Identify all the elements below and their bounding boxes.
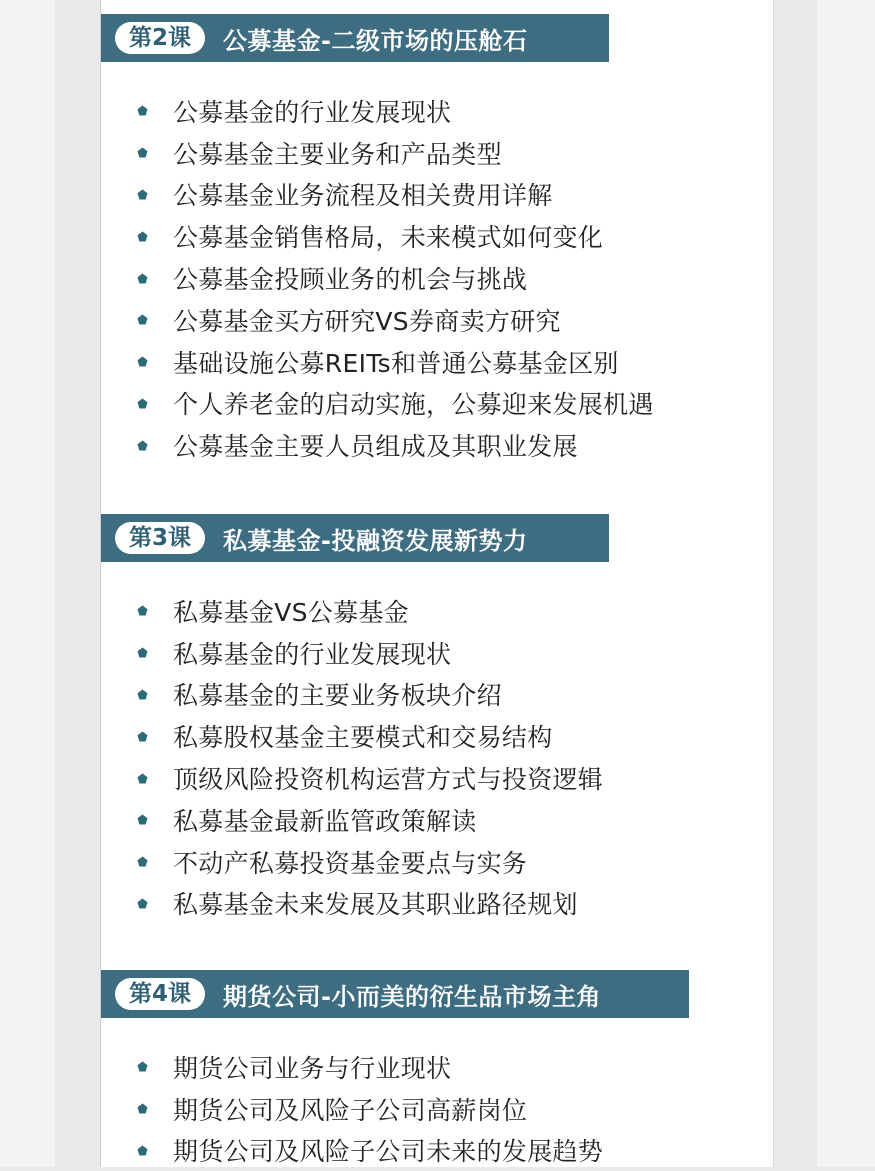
topic-text: 公募基金主要业务和产品类型 (173, 139, 502, 169)
lesson-title: 公募基金-二级市场的压舱石 (223, 26, 528, 55)
pentagon-bullet-icon (137, 647, 148, 658)
course-outline-page (100, 0, 774, 1167)
pentagon-bullet-icon (137, 273, 148, 284)
pentagon-bullet-icon (137, 440, 148, 451)
topic-text: 公募基金投顾业务的机会与挑战 (173, 265, 528, 295)
pentagon-bullet-icon (137, 398, 148, 409)
lesson-section-2 (101, 14, 773, 462)
pentagon-bullet-icon (137, 856, 148, 867)
pentagon-bullet-icon (137, 1061, 148, 1072)
lesson-title: 私募基金-投融资发展新势力 (223, 526, 528, 555)
pentagon-bullet-icon (137, 356, 148, 367)
topic-text: 基础设施公募REITs和普通公募基金区别 (173, 348, 619, 378)
pentagon-bullet-icon (137, 147, 148, 158)
pentagon-bullet-icon (137, 773, 148, 784)
lesson-title: 期货公司-小而美的衍生品市场主角 (223, 982, 601, 1011)
lesson-section-4 (101, 970, 773, 1167)
topic-text: 私募股权基金主要模式和交易结构 (173, 723, 553, 753)
lesson-number-badge: 第3课 (115, 522, 205, 554)
lesson-number-badge: 第4课 (115, 978, 205, 1010)
topic-text: 公募基金买方研究VS券商卖方研究 (173, 306, 561, 336)
lesson-banner (101, 970, 689, 1018)
lesson-section-3 (101, 514, 773, 920)
pentagon-bullet-icon (137, 231, 148, 242)
left-background (0, 0, 55, 1167)
right-background (817, 0, 875, 1167)
pentagon-bullet-icon (137, 898, 148, 909)
topic-text: 公募基金的行业发展现状 (173, 97, 452, 127)
topic-text: 私募基金VS公募基金 (173, 597, 409, 627)
topic-text: 不动产私募投资基金要点与实务 (173, 848, 528, 878)
topic-text: 顶级风险投资机构运营方式与投资逻辑 (173, 765, 604, 795)
lesson-banner (101, 514, 609, 562)
pentagon-bullet-icon (137, 105, 148, 116)
pentagon-bullet-icon (137, 189, 148, 200)
lesson-banner (101, 14, 609, 62)
topic-text: 个人养老金的启动实施，公募迎来发展机遇 (173, 390, 654, 420)
topic-text: 私募基金最新监管政策解读 (173, 806, 477, 836)
pentagon-bullet-icon (137, 689, 148, 700)
topic-text: 期货公司业务与行业现状 (173, 1053, 452, 1083)
topic-text: 私募基金的行业发展现状 (173, 639, 452, 669)
pentagon-bullet-icon (137, 1103, 148, 1114)
pentagon-bullet-icon (137, 731, 148, 742)
topic-text: 期货公司及风险子公司未来的发展趋势 (173, 1137, 604, 1167)
topic-text: 公募基金业务流程及相关费用详解 (173, 181, 553, 211)
topic-text: 私募基金未来发展及其职业路径规划 (173, 890, 578, 920)
pentagon-bullet-icon (137, 314, 148, 325)
pentagon-bullet-icon (137, 605, 148, 616)
topic-text: 公募基金销售格局，未来模式如何变化 (173, 223, 604, 253)
topic-text: 期货公司及风险子公司高薪岗位 (173, 1095, 528, 1125)
topic-text: 私募基金的主要业务板块介绍 (173, 681, 502, 711)
lesson-number-badge: 第2课 (115, 22, 205, 54)
topic-text: 公募基金主要人员组成及其职业发展 (173, 432, 578, 462)
pentagon-bullet-icon (137, 1145, 148, 1156)
pentagon-bullet-icon (137, 814, 148, 825)
